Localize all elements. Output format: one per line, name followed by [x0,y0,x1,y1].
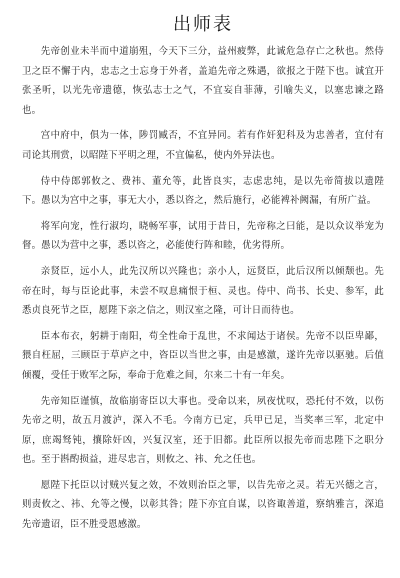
paragraph-7: 先帝知臣谨慎，故临崩寄臣以大事也。受命以来，夙夜忧叹，恐托付不效，以伤先帝之明，故五月渡泸，深入不毛。今南方已定，兵甲已足，当奖率三军，北定中原，庶竭驽钝，攘除奸凶，兴复汉室，还于旧都。此臣所以报先帝而忠陛下之职分也。至于斟酌损益，进尽忠言，则攸之、祎、允之任也。 [22,395,384,466]
paragraph-6: 臣本布衣，躬耕于南阳，苟全性命于乱世，不求闻达于诸侯。先帝不以臣卑鄙，猥自枉屈，三顾臣于草庐之中，咨臣以当世之事，由是感激，遂许先帝以驱驰。后值倾覆，受任于败军之际，奉命于危难之间，尔来二十有一年矣。 [22,330,384,381]
paragraph-3: 侍中侍郎郭攸之、费祎、董允等，此皆良实，志虑忠纯，是以先帝简拔以遗陛下。愚以为宫中之事，事无大小，悉以咨之，然后施行，必能裨补阙漏，有所广益。 [22,175,384,207]
paragraph-5: 亲贤臣，远小人，此先汉所以兴隆也；亲小人，远贤臣，此后汉所以倾颓也。先帝在时，每与臣论此事，未尝不叹息痛恨于桓、灵也。侍中、尚书、长史、参军，此悉贞良死节之臣，愿陛下亲之信之，则汉室之隆，可计日而待也。 [22,265,384,317]
document-title: 出师表 [173,14,233,35]
paragraph-8: 愿陛下托臣以讨贼兴复之效，不效则治臣之罪，以告先帝之灵。若无兴德之言，则责攸之、祎、允等之慢，以彰其咎；陛下亦宜自谋，以咨诹善道，察纳雅言，深追先帝遗诏，臣不胜受恩感激。 [22,479,384,531]
paragraph-1: 先帝创业未半而中道崩殂，今天下三分，益州疲弊，此诚危急存亡之秋也。然侍卫之臣不懈于内，忠志之士忘身于外者，盖追先帝之殊遇，欲报之于陛下也。诚宜开张圣听，以光先帝遗德，恢弘志士之气，不宜妄自菲薄，引喻失义，以塞忠谏之路也。 [22,46,384,116]
paragraph-2: 宫中府中，俱为一体，陟罚臧否，不宜异同。若有作奸犯科及为忠善者，宜付有司论其刑赏，以昭陛下平明之理，不宜偏私，使内外异法也。 [22,130,384,161]
paragraph-4: 将军向宠，性行淑均，晓畅军事，试用于昔日，先帝称之曰能，是以众议举宠为督。愚以为营中之事，悉以咨之，必能使行阵和睦，优劣得所。 [22,220,384,252]
